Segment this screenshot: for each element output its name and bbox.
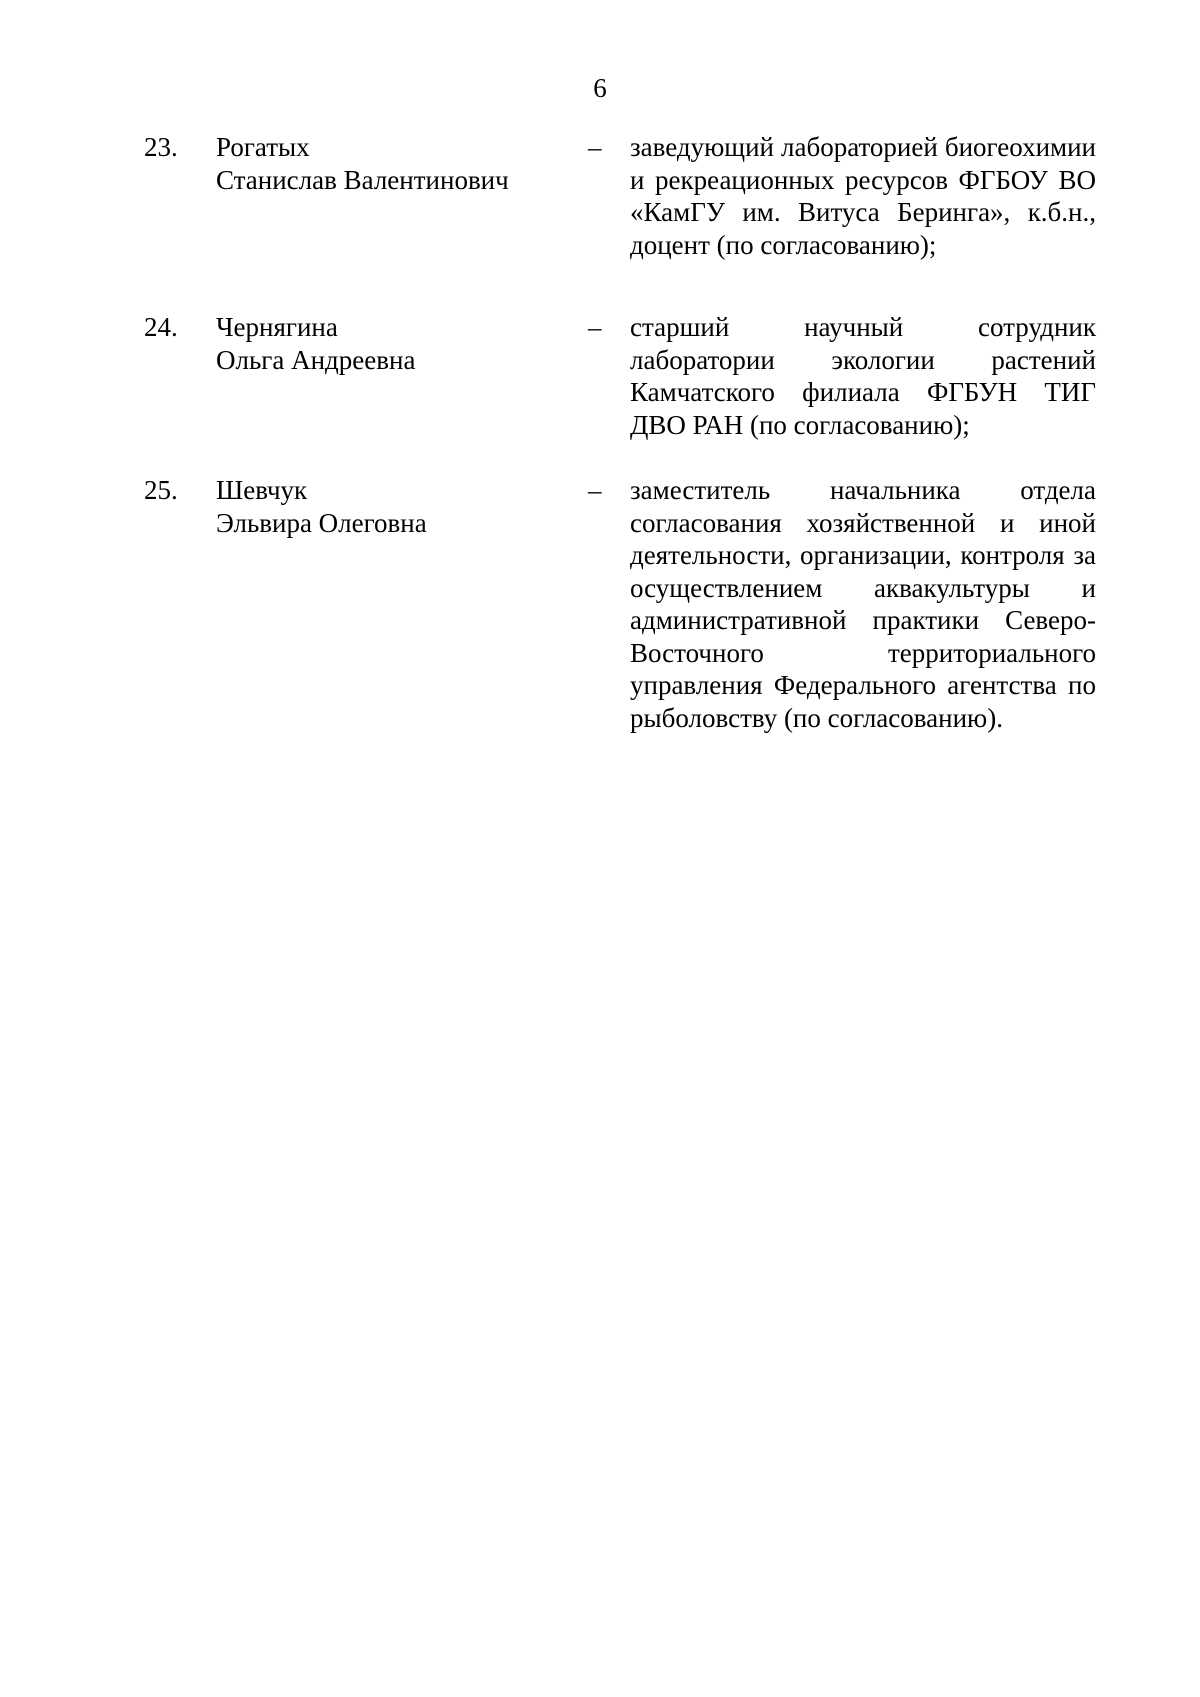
person-surname: Чернягина xyxy=(216,312,338,342)
position-description: старший научный сотрудник лаборатории экологии растений Камчатского филиала ФГБУН ТИГ ДВО РАН (по согласованию); xyxy=(630,312,1096,440)
dash-separator: – xyxy=(588,132,602,162)
page-number: 6 xyxy=(593,73,607,103)
person-name xyxy=(216,311,576,376)
dash-separator: – xyxy=(588,475,602,505)
person-given-names: Эльвира Олеговна xyxy=(216,507,427,538)
person-surname: Рогатых xyxy=(216,132,310,162)
position-description: заместитель начальника отдела согласования хозяйственной и иной деятельности, организации, контроля за осуществлением аквакультуры и административной практики Северо-Восточного территориального управления Федерального агентства по рыболовству (по согласованию). xyxy=(630,475,1096,733)
person-name xyxy=(216,131,576,196)
item-number: 23. xyxy=(144,132,178,162)
dash-separator: – xyxy=(588,312,602,342)
position-description: заведующий лабораторией биогеохимии и рекреационных ресурсов ФГБОУ ВО «КамГУ им. Витуса Беринга», к.б.н., доцент (по согласованию); xyxy=(630,132,1096,260)
person-given-names: Станислав Валентинович xyxy=(216,164,509,195)
person-given-names: Ольга Андреевна xyxy=(216,344,416,375)
item-number: 24. xyxy=(144,312,178,342)
person-name xyxy=(216,474,576,539)
person-surname: Шевчук xyxy=(216,475,308,505)
item-number: 25. xyxy=(144,475,178,505)
